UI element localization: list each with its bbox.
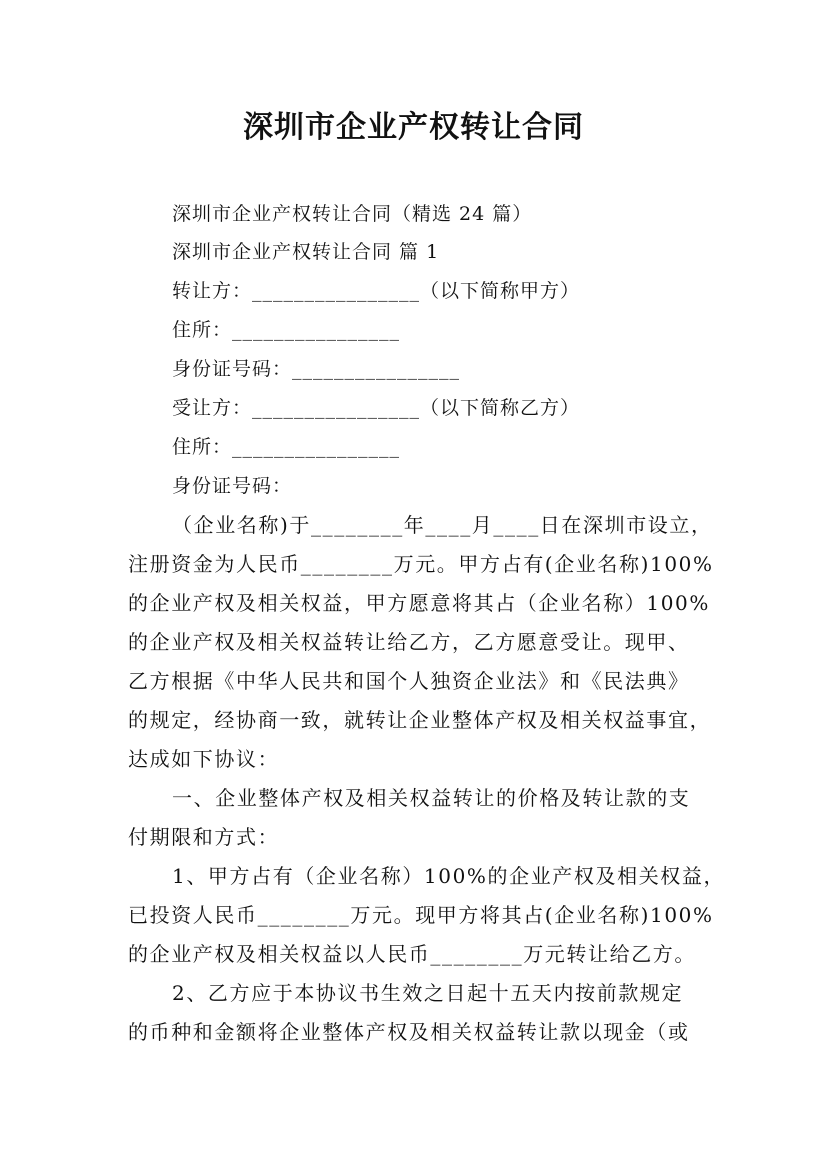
paragraph-line: 的规定，经协商一致，就转让企业整体产权及相关权益事宜， [128,708,712,732]
paragraph-line: 付期限和方式： [128,825,280,849]
paragraph-line: 1、甲方占有（企业名称）100%的企业产权及相关权益， [172,864,726,888]
transferee-id-line: 身份证号码： [172,475,293,497]
paragraph-line: 已投资人民币________万元。现甲方将其占(企业名称)100% [128,903,714,927]
paragraph-line: 一、企业整体产权及相关权益转让的价格及转让款的支 [172,786,691,810]
paragraph-line: 乙方根据《中华人民共和国个人独资企业法》和《民法典》 [128,669,690,693]
transferor-address-line: 住所：________________ [172,319,401,341]
paragraph-line: 的币种和金额将企业整体产权及相关权益转让款以现金（或 [128,1020,690,1044]
document-title: 深圳市企业产权转让合同 [243,110,584,145]
section-heading: 深圳市企业产权转让合同 篇 1 [172,241,440,263]
transferee-address-line: 住所：________________ [172,436,401,458]
doc-subtitle: 深圳市企业产权转让合同（精选 24 篇） [172,203,533,225]
transferee-line: 受让方：________________（以下简称乙方） [172,397,581,419]
paragraph-line: 的企业产权及相关权益，甲方愿意将其占（企业名称）100% [128,591,710,615]
paragraph-line: 2、乙方应于本协议书生效之日起十五天内按前款规定 [172,981,684,1005]
paragraph-line: 达成如下协议： [128,747,280,771]
paragraph-line: 的企业产权及相关权益以人民币________万元转让给乙方。 [128,942,696,966]
paragraph-line: 注册资金为人民币________万元。甲方占有(企业名称)100% [128,552,714,576]
transferor-line: 转让方：________________（以下简称甲方） [172,280,581,302]
paragraph-line: 的企业产权及相关权益转让给乙方，乙方愿意受让。现甲、 [128,630,690,654]
transferor-id-line: 身份证号码：________________ [172,358,461,380]
paragraph-line: （企业名称)于________年____月____日在深圳市设立， [172,513,713,537]
